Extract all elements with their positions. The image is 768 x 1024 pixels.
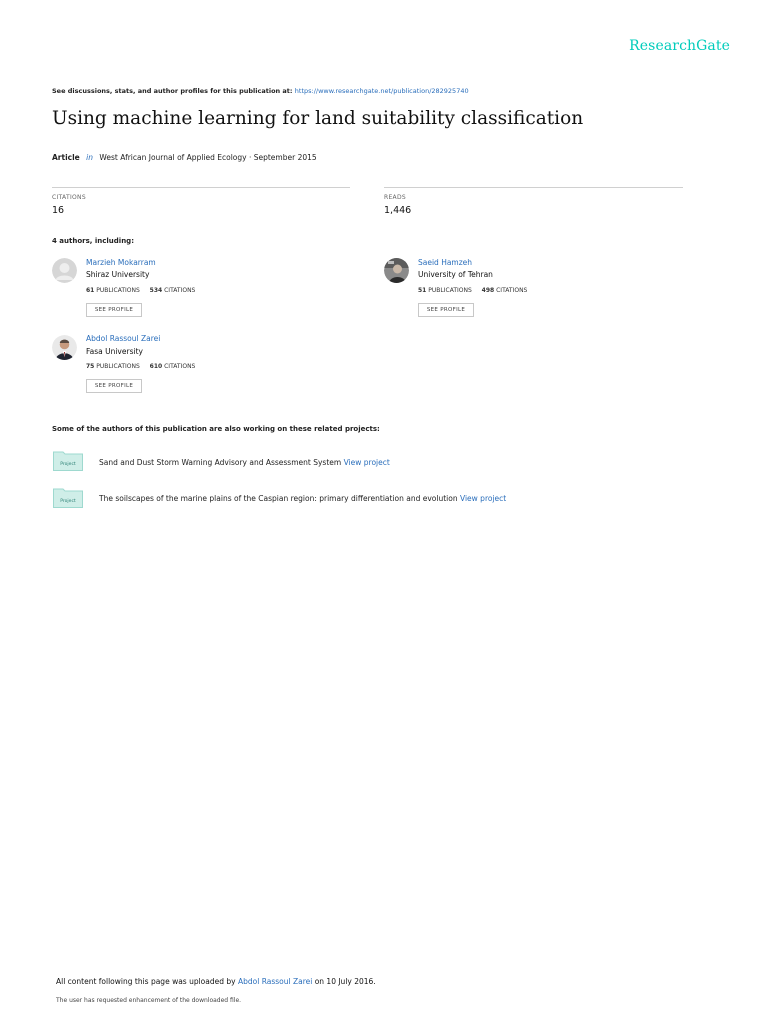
citations-value: 16 (52, 205, 65, 216)
project-title: The soilscapes of the marine plains of the Caspian region: primary differentiation and evolution (99, 494, 458, 503)
project-line (99, 494, 506, 503)
publication-url-link[interactable]: https://www.researchgate.net/publication/282925740 (294, 87, 469, 95)
citations-count: 498 (481, 287, 495, 294)
reads-value: 1,446 (384, 205, 412, 216)
citations-label: CITATIONS (164, 287, 196, 294)
citations-divider (52, 187, 350, 188)
upload-info-line (56, 977, 376, 986)
author-name-link[interactable]: Marzieh Mokarram (86, 258, 156, 267)
article-info-line (52, 153, 317, 162)
project-folder-icon[interactable] (53, 488, 83, 508)
publications-label: PUBLICATIONS (96, 363, 140, 370)
project-folder-icon[interactable] (53, 451, 83, 471)
publications-count: 51 (418, 287, 427, 294)
author-institution: Shiraz University (86, 270, 150, 279)
in-word: in (86, 153, 93, 162)
publications-count: 61 (86, 287, 95, 294)
publications-label: PUBLICATIONS (96, 287, 140, 294)
see-profile-button[interactable]: SEE PROFILE (418, 303, 474, 317)
see-discussions-line (52, 87, 469, 95)
author-avatar-photo[interactable] (384, 258, 409, 283)
project-icon-label: Project (60, 462, 76, 467)
see-profile-button[interactable]: SEE PROFILE (86, 303, 142, 317)
author-stats (86, 287, 195, 294)
author-institution: Fasa University (86, 347, 143, 356)
author-avatar-photo[interactable] (52, 335, 77, 360)
author-institution: University of Tehran (418, 270, 493, 279)
view-project-link[interactable]: View project (343, 458, 390, 467)
author-name-link[interactable]: Saeid Hamzeh (418, 258, 473, 267)
researchgate-logo[interactable]: ResearchGate (629, 38, 730, 54)
project-title: Sand and Dust Storm Warning Advisory and Assessment System (99, 458, 342, 467)
upload-suffix: on 10 July 2016. (312, 977, 376, 986)
user-placeholder-icon (52, 258, 77, 283)
citations-label: CITATIONS (496, 287, 528, 294)
related-projects-heading: Some of the authors of this publication are also working on these related projects: (52, 425, 380, 433)
reads-label: READS (384, 194, 406, 201)
author-avatar-placeholder[interactable] (52, 258, 77, 283)
publication-title: Using machine learning for land suitability classification (52, 108, 584, 129)
project-line (99, 458, 390, 467)
citations-count: 610 (149, 363, 163, 370)
journal-line: West African Journal of Applied Ecology · September 2015 (99, 153, 317, 162)
view-project-link[interactable]: View project (460, 494, 507, 503)
see-profile-button[interactable]: SEE PROFILE (86, 379, 142, 393)
upload-prefix: All content following this page was uploaded by (56, 977, 238, 986)
author-photo-icon (384, 258, 409, 283)
publications-label: PUBLICATIONS (428, 287, 472, 294)
author-stats (418, 287, 527, 294)
project-icon-label: Project (60, 499, 76, 504)
author-stats (86, 363, 195, 370)
enhancement-note: The user has requested enhancement of the downloaded file. (56, 997, 242, 1004)
article-type: Article (52, 153, 80, 162)
author-name-link[interactable]: Abdol Rassoul Zarei (86, 334, 161, 343)
citations-label: CITATIONS (164, 363, 196, 370)
author-photo-icon (52, 335, 77, 360)
uploader-link[interactable]: Abdol Rassoul Zarei (237, 977, 313, 986)
citations-label: CITATIONS (52, 194, 86, 201)
authors-heading: 4 authors, including: (52, 237, 134, 245)
see-discussions-text: See discussions, stats, and author profiles for this publication at: (52, 87, 295, 95)
publications-count: 75 (86, 363, 95, 370)
citations-count: 534 (149, 287, 163, 294)
reads-divider (384, 187, 683, 188)
